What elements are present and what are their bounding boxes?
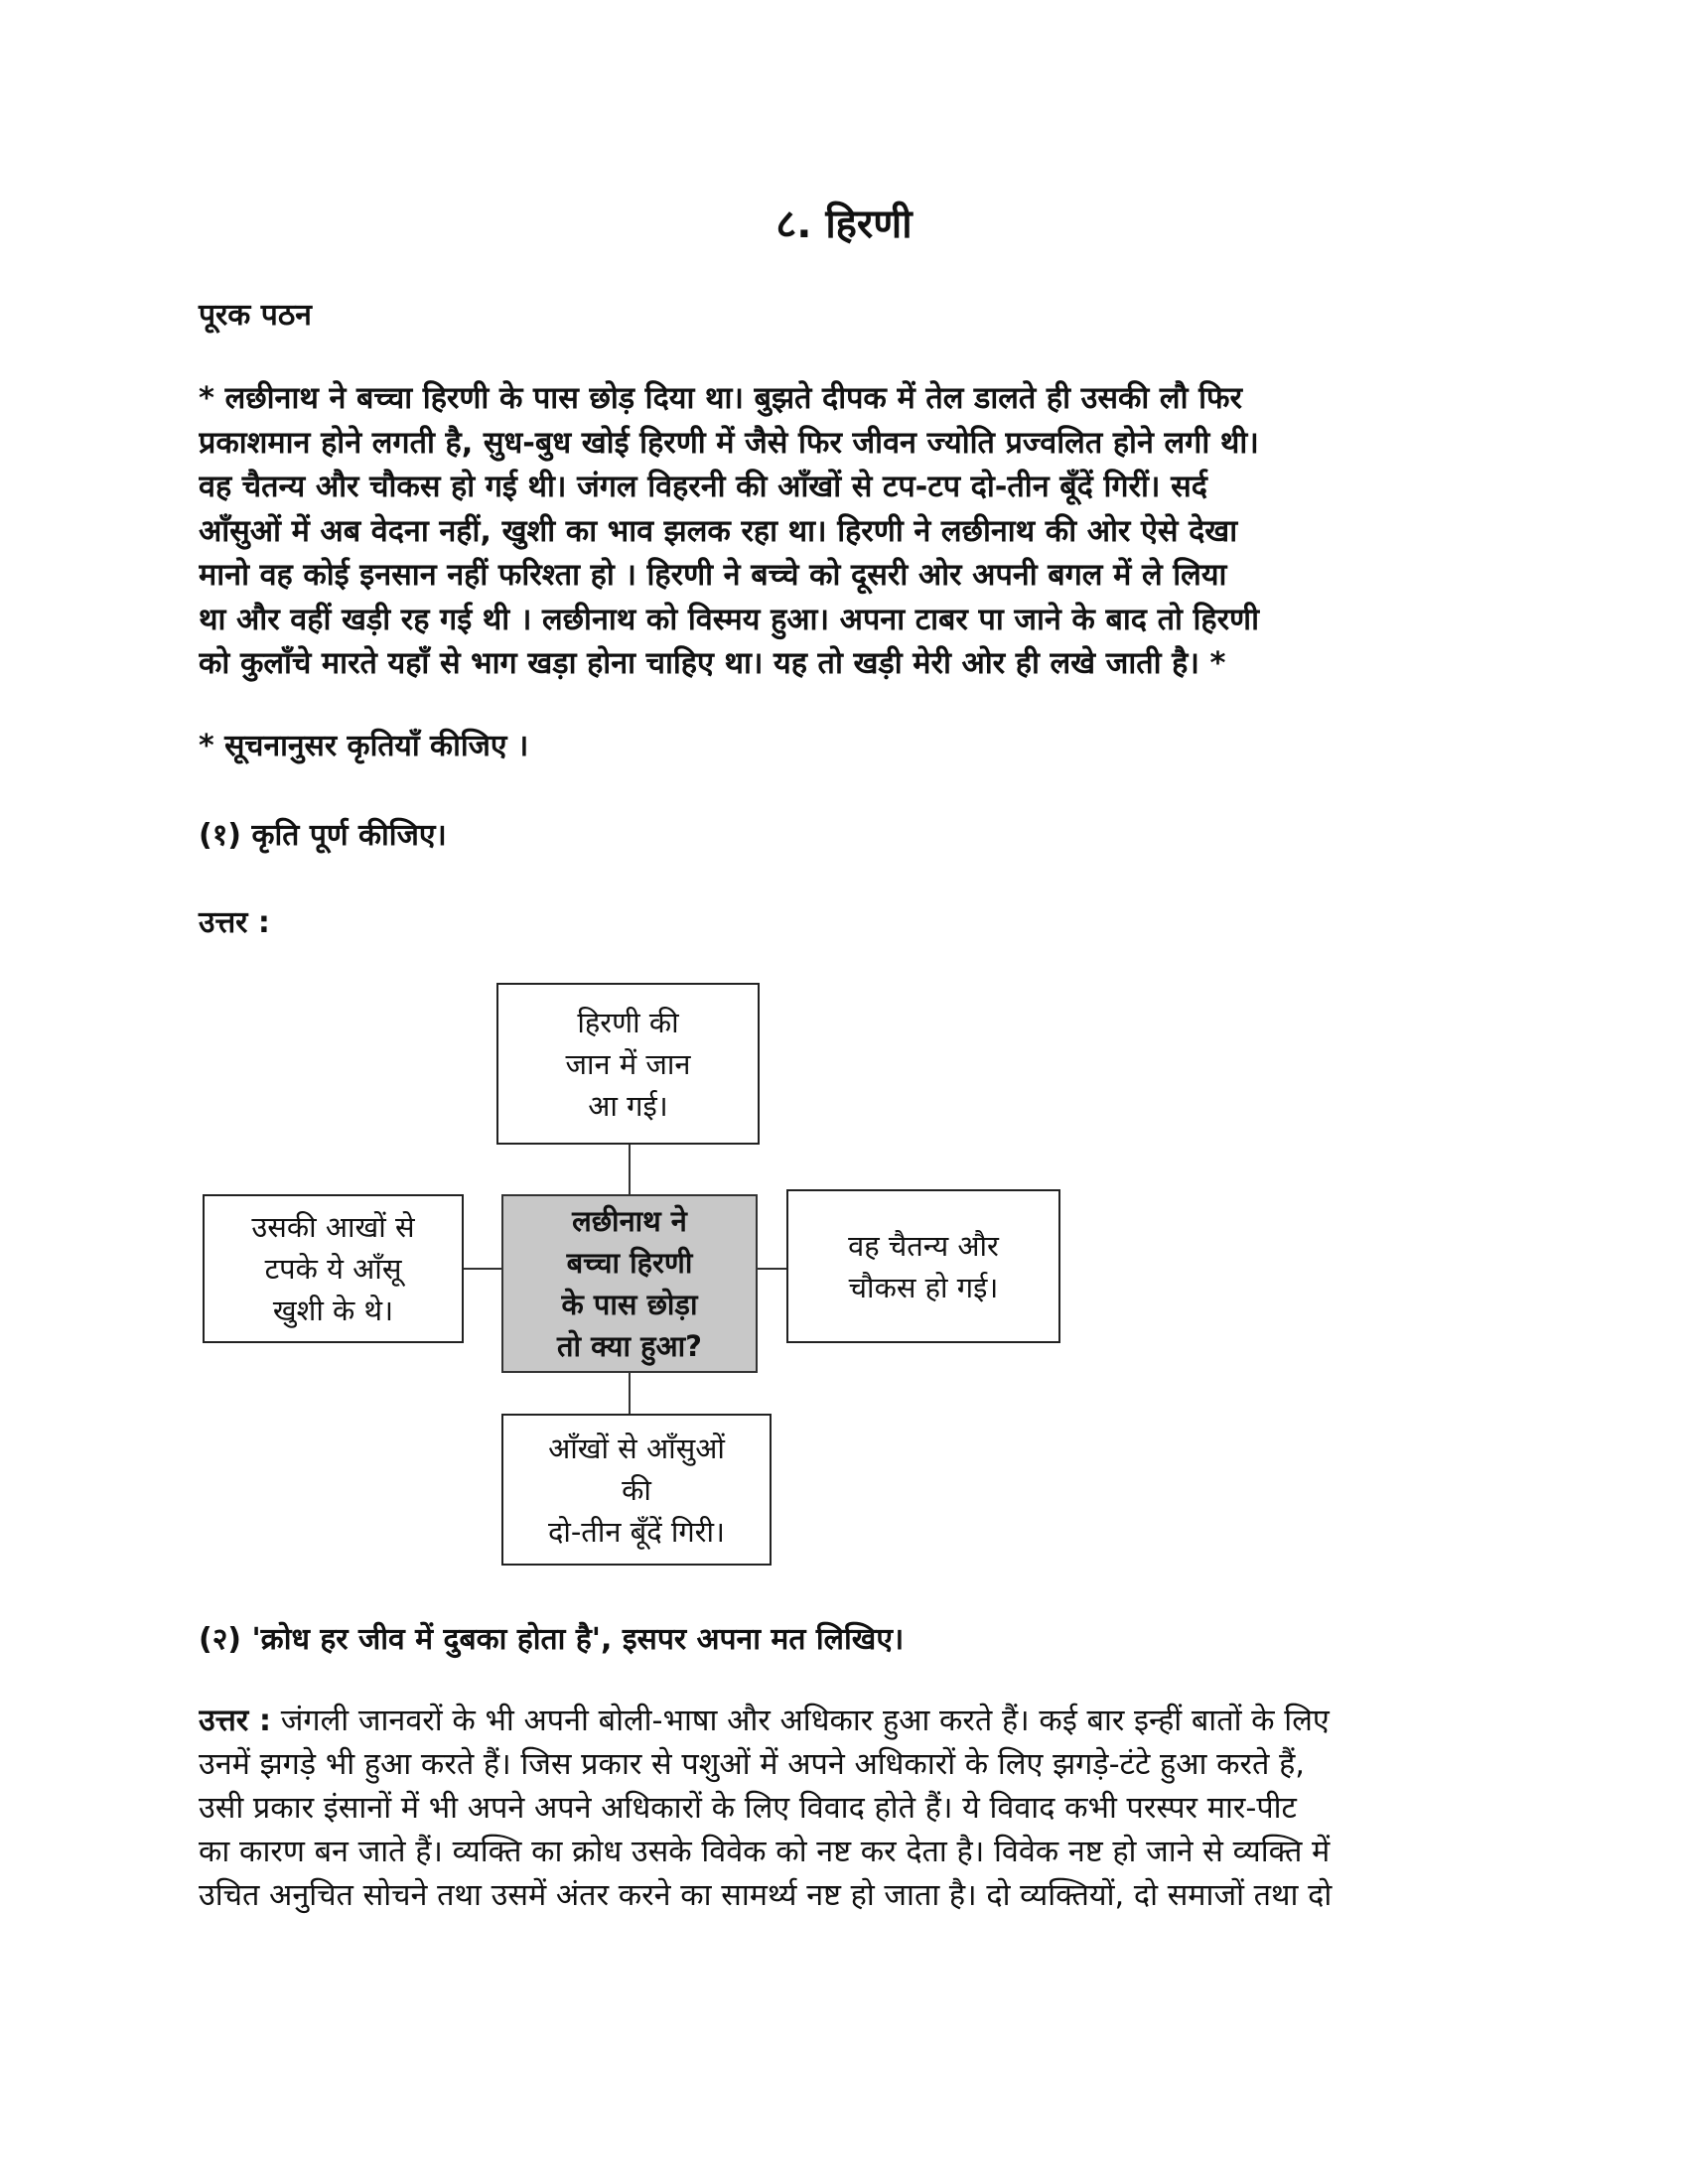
passage-line: मानो वह कोई इनसान नहीं फरिश्ता हो । हिरणी ने बच्चे को दूसरी ओर अपनी बगल में ले लिया	[199, 558, 1227, 593]
diagram-box-center	[501, 1194, 758, 1373]
passage-line: आँसुओं में अब वेदना नहीं, खुशी का भाव झलक रहा था। हिरणी ने लछीनाथ की ओर ऐसे देखा	[199, 513, 1238, 549]
box-text-line: बच्चा हिरणी	[566, 1246, 693, 1280]
box-text-line: के पास छोड़ा	[561, 1288, 698, 1321]
box-text-line: चौकस हो गई।	[848, 1270, 999, 1304]
question-1: (१) कृति पूर्ण कीजिए।	[199, 818, 447, 853]
box-text-line: दो-तीन बूँदें गिरी।	[547, 1514, 726, 1549]
connector-bottom	[629, 1372, 631, 1414]
passage-line: * लछीनाथ ने बच्चा हिरणी के पास छोड़ दिया था। बुझते दीपक में तेल डालते ही उसकी लौ फिर	[199, 381, 1242, 416]
box-text-line: आँखों से आँसुओं	[548, 1431, 725, 1465]
box-text-line: टपके ये आँसू	[264, 1252, 402, 1286]
answer-line: उनमें झगड़े भी हुआ करते हैं। जिस प्रकार से पशुओं में अपने अधिकारों के लिए झगड़े-टंटे हुआ करते हैं,	[199, 1747, 1305, 1782]
passage-line: को कुलाँचे मारते यहाँ से भाग खड़ा होना चाहिए था। यह तो खड़ी मेरी ओर ही लखे जाती है। *	[199, 646, 1226, 681]
box-text-line: उसकी आखों से	[251, 1210, 415, 1244]
chapter-title: ८. हिरणी	[775, 202, 913, 247]
answer-line: का कारण बन जाते हैं। व्यक्ति का क्रोध उसके विवेक को नष्ट कर देता है। विवेक नष्ट हो जाने से व्यक्ति में	[199, 1835, 1331, 1869]
passage-line: था और वहीं खड़ी रह गई थी । लछीनाथ को विस्मय हुआ। अपना टाबर पा जाने के बाद तो हिरणी	[199, 602, 1260, 637]
box-text-line: जान में जान	[565, 1046, 691, 1081]
answer-label: उत्तर :	[199, 905, 270, 940]
concept-diagram	[199, 978, 1072, 1583]
box-text-line: तो क्या हुआ?	[557, 1329, 702, 1363]
answer-line	[199, 1700, 1489, 1743]
answer-paragraph	[199, 1700, 1489, 1918]
passage	[199, 377, 1489, 687]
connector-right	[757, 1268, 787, 1270]
box-text-line: वह चैतन्य और	[848, 1228, 999, 1263]
diagram-box-left	[203, 1194, 464, 1343]
box-text-line: लछीनाथ ने	[572, 1204, 687, 1238]
answer-line: उसी प्रकार इंसानों में भी अपने अपने अधिकारों के लिए विवाद होते हैं। ये विवाद कभी परस्पर मार-पीट	[199, 1791, 1297, 1826]
box-text-line: खुशी के थे।	[272, 1294, 394, 1327]
box-text-line: की	[622, 1472, 651, 1507]
diagram-box-bottom	[501, 1414, 772, 1566]
diagram-box-top	[496, 983, 760, 1145]
passage-line: वह चैतन्य और चौकस हो गई थी। जंगल विहरनी की आँखों से टप-टप दो-तीन बूँदें गिरीं। सर्द	[199, 470, 1207, 504]
instruction: * सूचनानुसर कृतियाँ कीजिए ।	[199, 729, 529, 763]
box-text-line: आ गई।	[588, 1088, 668, 1123]
passage-line: प्रकाशमान होने लगती है, सुध-बुध खोई हिरणी में जैसे फिर जीवन ज्योति प्रज्वलित होने लगी थी।	[199, 425, 1259, 461]
section-label: पूरक पठन	[199, 298, 312, 333]
answer-line: उचित अनुचित सोचने तथा उसमें अंतर करने का सामर्थ्य नष्ट हो जाता है। दो व्यक्तियों, दो समाजों तथा दो	[199, 1878, 1333, 1913]
answer-text: जंगली जानवरों के भी अपनी बोली-भाषा और अधिकार हुआ करते हैं। कई बार इन्हीं बातों के लिए	[271, 1704, 1330, 1738]
connector-left	[463, 1268, 502, 1270]
diagram-box-right	[786, 1189, 1060, 1343]
answer-label: उत्तर :	[199, 1704, 272, 1738]
box-text-line: हिरणी की	[577, 1005, 679, 1039]
question-2: (२) 'क्रोध हर जीव में दुबका होता है', इसपर अपना मत लिखिए।	[199, 1622, 905, 1657]
connector-top	[629, 1144, 631, 1194]
